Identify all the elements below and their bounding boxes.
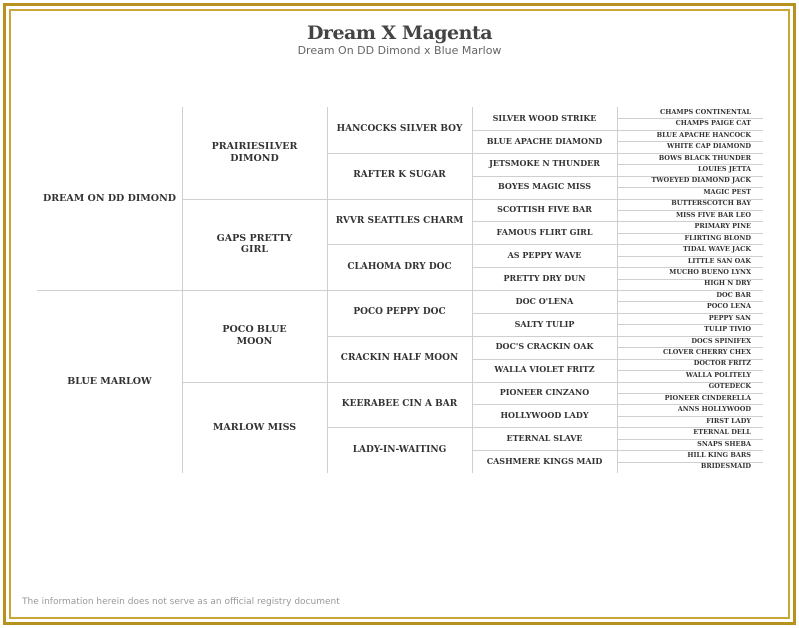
page-title: Dream X Magenta [306,22,493,44]
gen3-horse: CRACKIN HALF MOON [340,353,459,364]
gen5-horse: MUCHO BUENO LYNX [669,267,751,276]
gen4-horse: HOLLYWOOD LADY [500,410,589,421]
gen5-horse: FLIRTING BLOND [684,233,751,242]
disclaimer-text: The information herein does not serve as an official registry document [22,597,340,607]
gen5-horse: WALLA POLITELY [685,370,751,379]
gen3-horse: HANCOCKS SILVER BOY [336,124,463,135]
gen5-horse: PEPPY SAN [708,313,751,322]
gen4-horse: AS PEPPY WAVE [507,249,582,260]
gen5-horse: ETERNAL DELL [693,428,751,437]
gen5-horse: DOC BAR [716,290,751,299]
gen5-horse: PIONEER CINDERELLA [664,393,751,402]
gen5-horse: MAGIC PEST [703,187,751,196]
gen2-horse: MARLOW MISS [212,421,297,433]
gen2-horse: GAPS PRETTY GIRL [216,232,293,256]
gen5-horse: LITTLE SAN OAK [687,256,751,265]
gen1-horse: BLUE MARLOW [67,375,152,387]
gen5-horse: MISS FIVE BAR LEO [675,210,751,219]
gen3-horse: RAFTER K SUGAR [353,170,446,181]
gen4-horse: WALLA VIOLET FRITZ [494,364,595,375]
gen3-horse: LADY-IN-WAITING [352,444,447,455]
gen5-horse: TULIP TIVIO [704,325,751,334]
gen5-horse: HIGH N DRY [704,279,751,288]
gen4-horse: BLUE APACHE DIAMOND [486,135,603,146]
gen3-horse: POCO PEPPY DOC [353,307,446,318]
gen5-horse: FIRST LADY [706,416,751,425]
gen5-horse: SNAPS SHEBA [697,439,751,448]
gen5-horse: ANNS HOLLYWOOD [677,405,751,414]
gen5-horse: BRIDESMAID [700,462,751,471]
gen5-horse: BOWS BLACK THUNDER [658,153,751,162]
gen5-horse: CHAMPS PAIGE CAT [675,119,751,128]
gen5-horse: HILL KING BARS [687,450,751,459]
gen2-horse: POCO BLUE MOON [222,324,287,347]
gen1-horse: DREAM ON DD DIMOND [42,192,176,204]
gen4-horse: SILVER WOOD STRIKE [492,112,597,123]
gen5-horse: BUTTERSCOTCH BAY [671,199,751,208]
gen5-horse: PRIMARY PINE [694,222,751,231]
gen5-horse: TIDAL WAVE JACK [682,245,751,254]
gen5-horse: DOCTOR FRITZ [693,359,751,368]
gen5-horse: CHAMPS CONTINENTAL [660,107,751,116]
gen2-horse: PRAIRIESILVER DIMOND [211,141,298,164]
gen5-horse: TWOEYED DIAMOND JACK [651,176,751,185]
gen4-horse: DOC'S CRACKIN OAK [495,341,594,352]
gen3-horse: CLAHOMA DRY DOC [347,261,452,272]
gen5-horse: GOTEDECK [708,382,751,391]
gen4-horse: SCOTTISH FIVE BAR [497,204,592,215]
gen4-horse: FAMOUS FLIRT GIRL [496,227,593,238]
gen4-horse: JETSMOKE N THUNDER [489,158,600,169]
gen4-horse: PRETTY DRY DUN [503,272,586,283]
gen4-horse: CASHMERE KINGS MAID [486,455,603,466]
gen5-horse: DOCS SPINIFEX [691,336,751,345]
gen5-horse: LOUIES JETTA [697,165,751,173]
page-subtitle: Dream On DD Dimond x Blue Marlow [297,44,502,57]
gen5-horse: POCO LENA [706,302,751,311]
gen4-horse: SALTY TULIP [514,318,575,329]
gen4-horse: BOYES MAGIC MISS [497,181,591,192]
gen5-horse: WHITE CAP DIAMOND [666,142,751,151]
gen5-horse: CLOVER CHERRY CHEX [662,348,751,356]
gen3-horse: RVVR SEATTLES CHARM [335,215,464,226]
gen5-horse: BLUE APACHE HANCOCK [656,130,751,139]
gen3-horse: KEERABEE CIN A BAR [341,398,458,409]
gen4-horse: PIONEER CINZANO [499,387,590,398]
gen4-horse: ETERNAL SLAVE [506,432,583,443]
gen4-horse: DOC O'LENA [515,295,574,306]
